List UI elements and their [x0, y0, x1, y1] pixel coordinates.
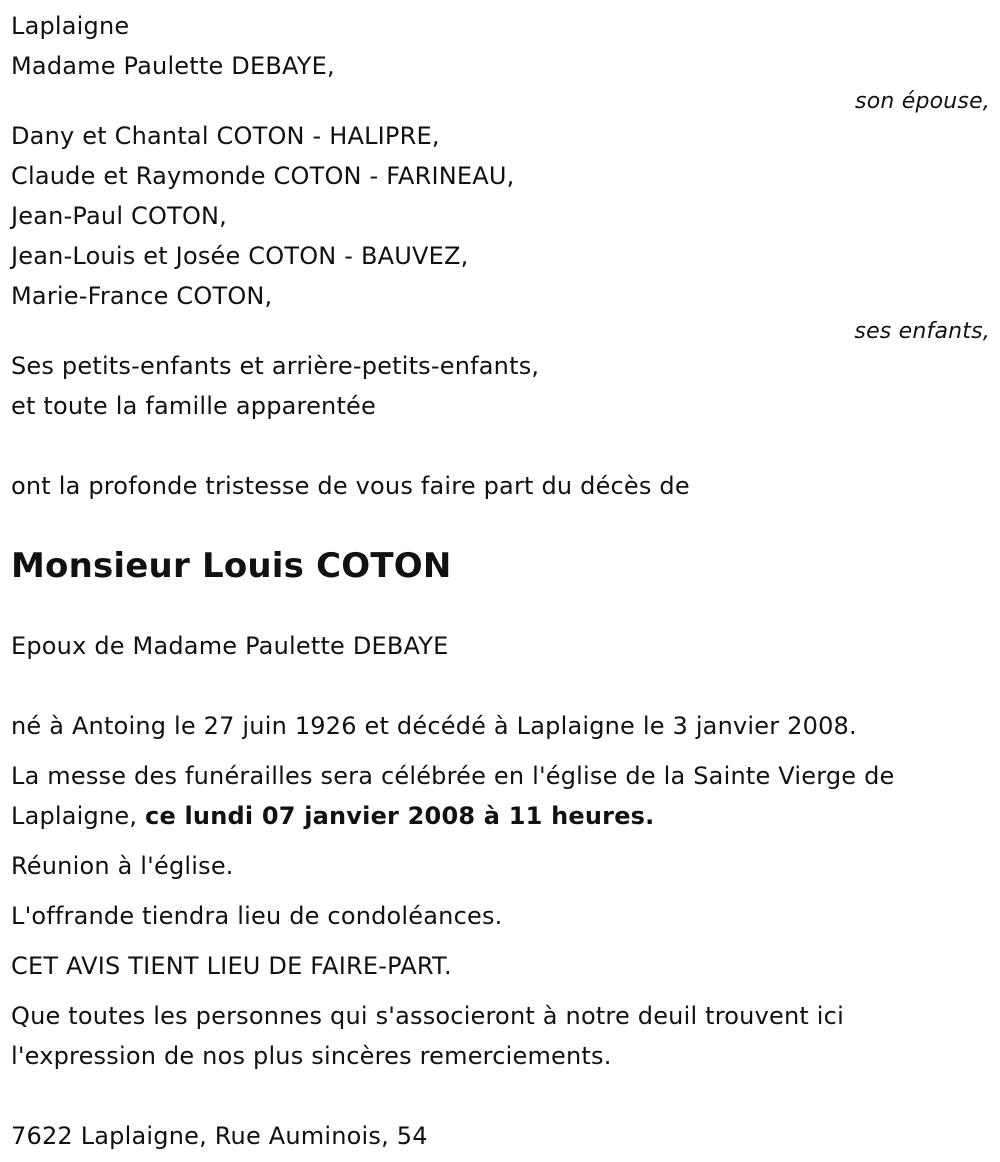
child-entry: Marie-France COTON, [11, 282, 273, 310]
child-entry: Claude et Raymonde COTON - FARINEAU, [11, 162, 515, 190]
deceased-name: Monsieur Louis COTON [11, 546, 452, 586]
birth-death-line: né à Antoing le 27 juin 1926 et décédé à Laplaigne le 3 janvier 2008. [11, 712, 857, 740]
child-entry: Jean-Paul COTON, [11, 202, 228, 230]
spouse-name: Madame Paulette DEBAYE, [11, 52, 335, 80]
funeral-mass-date: ce lundi 07 janvier 2008 à 11 heures. [145, 802, 655, 830]
grandchildren-line: Ses petits-enfants et arrière-petits-enfants, [11, 352, 540, 380]
meeting-line: Réunion à l'église. [11, 852, 234, 880]
children-list [11, 116, 990, 316]
town-name: Laplaigne [11, 12, 130, 40]
address-line: 7622 Laplaigne, Rue Auminois, 54 [11, 1122, 428, 1150]
announcement-text: ont la profonde tristesse de vous faire part du décès de [11, 472, 690, 500]
obituary-notice [11, 0, 990, 1156]
funeral-mass-paragraph [11, 756, 990, 836]
child-entry: Jean-Louis et Josée COTON - BAUVEZ, [11, 242, 469, 270]
relatives-line: et toute la famille apparentée [11, 392, 376, 420]
spouse-of-line: Epoux de Madame Paulette DEBAYE [11, 632, 449, 660]
children-role: ses enfants, [854, 319, 990, 344]
child-entry: Dany et Chantal COTON - HALIPRE, [11, 122, 440, 150]
funeral-mass-text: La messe des funérailles sera célébrée en l'église de la Sainte Vierge de Laplaigne, [11, 762, 895, 830]
offering-line: L'offrande tiendra lieu de condoléances. [11, 902, 503, 930]
spouse-role: son épouse, [855, 89, 990, 114]
thanks-paragraph: Que toutes les personnes qui s'associeront à notre deuil trouvent ici l'expression de nos plus sincères remerciements. [11, 1002, 844, 1070]
notice-line: CET AVIS TIENT LIEU DE FAIRE-PART. [11, 952, 452, 980]
